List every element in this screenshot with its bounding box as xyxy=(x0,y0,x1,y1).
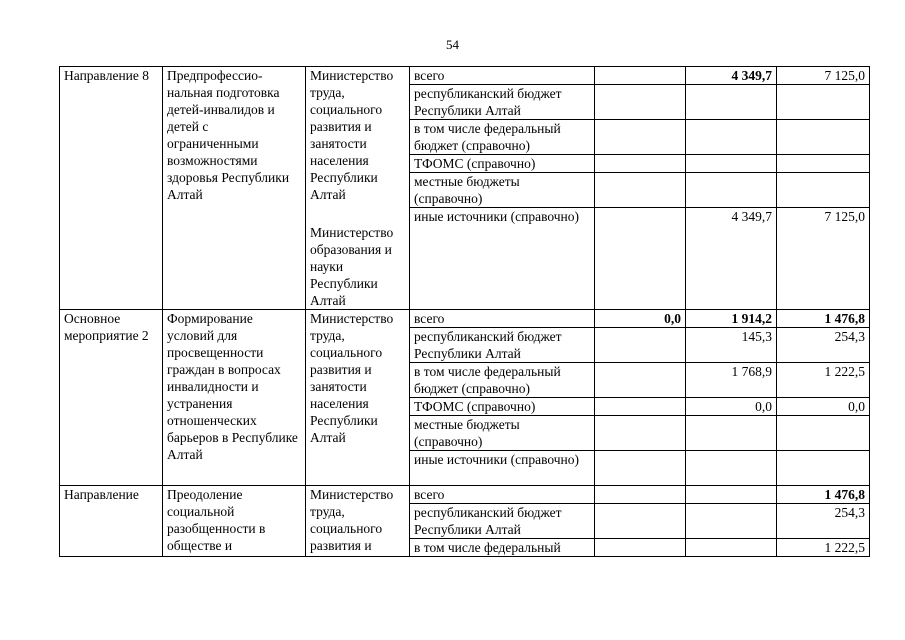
funding-source: республиканский бюджет Республики Алтай xyxy=(410,503,595,538)
value-cell xyxy=(686,450,777,485)
executor: Министерство труда, социального развития и занятости населения Республики Алтай xyxy=(306,67,410,224)
value-cell: 1 222,5 xyxy=(777,538,870,556)
funding-source: в том числе федеральный бюджет (справочно) xyxy=(410,362,595,397)
value-cell xyxy=(595,485,686,503)
value-cell xyxy=(777,155,870,173)
activity-name: Предпрофессио-нальная подготовка детей-инвалидов и детей с ограниченными возможностями здоровья Республики Алтай xyxy=(163,67,306,310)
value-cell: 1 476,8 xyxy=(777,309,870,327)
value-cell xyxy=(777,415,870,450)
value-cell xyxy=(686,485,777,503)
value-cell: 0,0 xyxy=(777,397,870,415)
value-cell xyxy=(595,397,686,415)
value-cell xyxy=(595,120,686,155)
funding-source: местные бюджеты (справочно) xyxy=(410,415,595,450)
activity-name: Преодоление социальной разобщенности в обществе и xyxy=(163,485,306,556)
value-cell xyxy=(686,538,777,556)
value-cell: 1 768,9 xyxy=(686,362,777,397)
funding-source: всего xyxy=(410,309,595,327)
table-row xyxy=(60,67,870,85)
value-cell xyxy=(777,173,870,208)
activity-label: Основное мероприятие 2 xyxy=(60,309,163,485)
value-cell xyxy=(777,85,870,120)
value-cell: 1 914,2 xyxy=(686,309,777,327)
funding-source: в том числе федеральный xyxy=(410,538,595,556)
value-cell xyxy=(686,155,777,173)
value-cell xyxy=(595,155,686,173)
funding-source: в том числе федеральный бюджет (справочно) xyxy=(410,120,595,155)
page-number: 54 xyxy=(446,37,459,52)
value-cell xyxy=(595,538,686,556)
table-row xyxy=(60,485,870,503)
funding-source: ТФОМС (справочно) xyxy=(410,155,595,173)
value-cell xyxy=(595,67,686,85)
value-cell xyxy=(595,85,686,120)
value-cell: 7 125,0 xyxy=(777,208,870,310)
value-cell: 4 349,7 xyxy=(686,67,777,85)
funding-source: всего xyxy=(410,485,595,503)
activity-name: Формирование условий для просвещенности граждан в вопросах инвалидности и устранения отношенческих барьеров в Республике Алтай xyxy=(163,309,306,485)
funding-source: иные источники (справочно) xyxy=(410,208,595,310)
funding-source: ТФОМС (справочно) xyxy=(410,397,595,415)
value-cell: 1 222,5 xyxy=(777,362,870,397)
table-row xyxy=(60,309,870,327)
funding-source: республиканский бюджет Республики Алтай xyxy=(410,327,595,362)
funding-source: республиканский бюджет Республики Алтай xyxy=(410,85,595,120)
value-cell: 254,3 xyxy=(777,503,870,538)
activity-label: Направление 8 xyxy=(60,67,163,310)
value-cell: 254,3 xyxy=(777,327,870,362)
value-cell xyxy=(777,120,870,155)
value-cell xyxy=(686,85,777,120)
value-cell xyxy=(686,120,777,155)
value-cell: 145,3 xyxy=(686,327,777,362)
funding-source: иные источники (справочно) xyxy=(410,450,595,485)
funding-source: всего xyxy=(410,67,595,85)
funding-source: местные бюджеты (справочно) xyxy=(410,173,595,208)
budget-table xyxy=(59,66,870,557)
value-cell xyxy=(686,415,777,450)
value-cell xyxy=(595,362,686,397)
value-cell xyxy=(777,450,870,485)
value-cell xyxy=(595,450,686,485)
value-cell xyxy=(595,327,686,362)
value-cell: 0,0 xyxy=(686,397,777,415)
value-cell: 0,0 xyxy=(595,309,686,327)
value-cell: 7 125,0 xyxy=(777,67,870,85)
executor: Министерство труда, социального развития и xyxy=(306,485,410,556)
value-cell xyxy=(686,503,777,538)
value-cell xyxy=(595,503,686,538)
value-cell xyxy=(595,208,686,310)
value-cell: 1 476,8 xyxy=(777,485,870,503)
executor: Министерство образования и науки Республики Алтай xyxy=(306,224,410,310)
value-cell xyxy=(595,173,686,208)
value-cell xyxy=(595,415,686,450)
value-cell xyxy=(686,173,777,208)
executor: Министерство труда, социального развития и занятости населения Республики Алтай xyxy=(306,309,410,485)
activity-label: Направление xyxy=(60,485,163,556)
value-cell: 4 349,7 xyxy=(686,208,777,310)
